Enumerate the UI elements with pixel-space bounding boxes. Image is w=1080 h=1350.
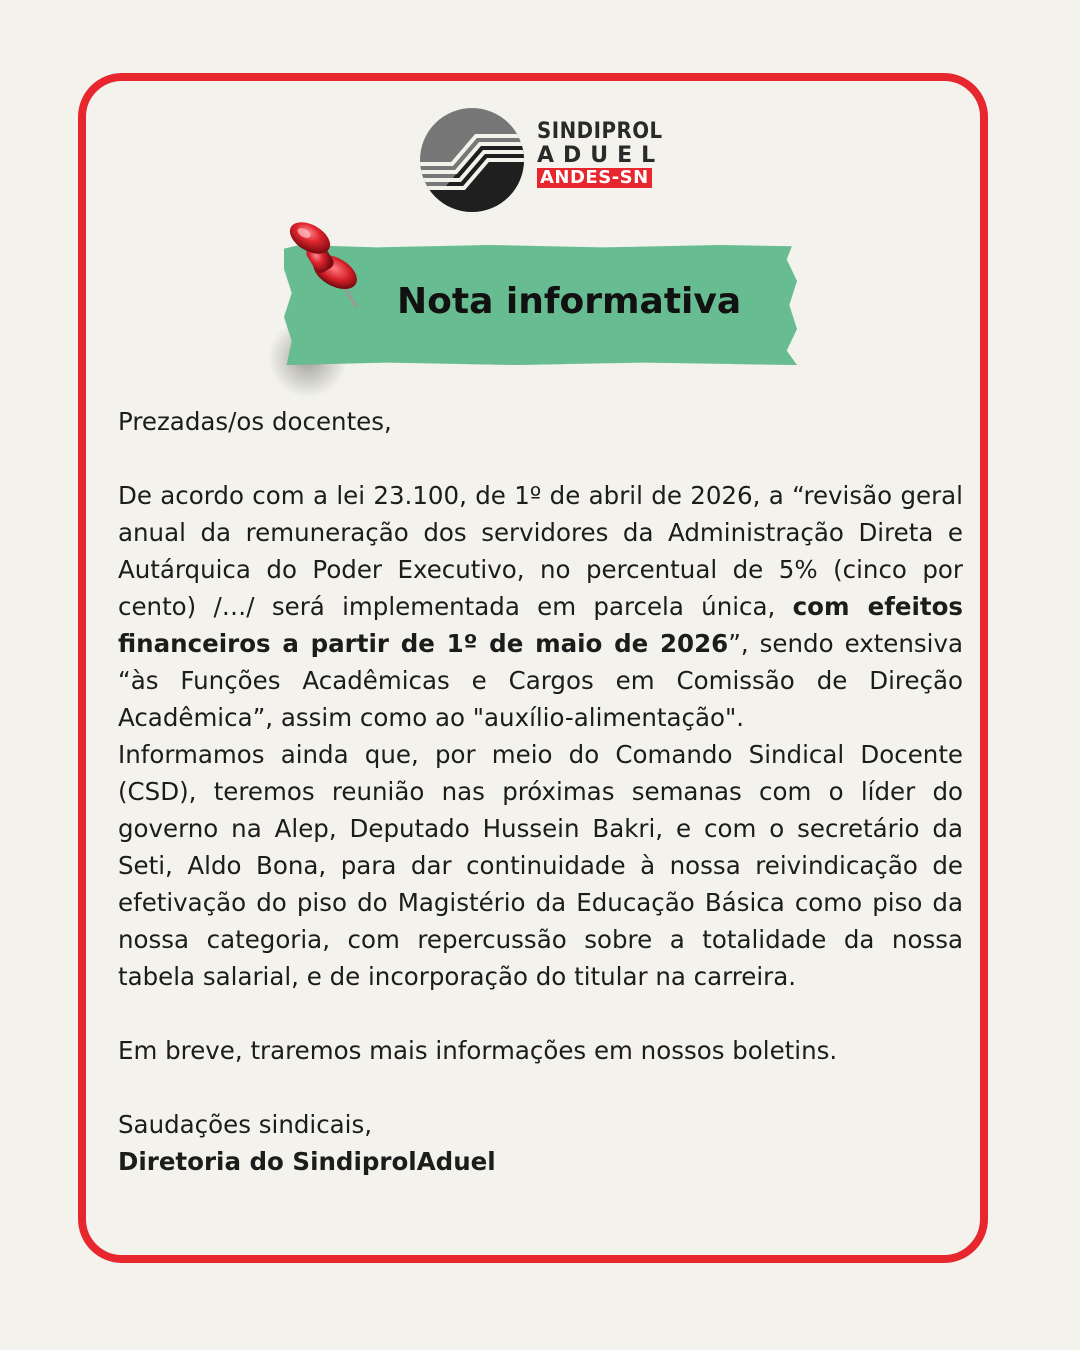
spacer xyxy=(118,1069,963,1106)
banner-title: Nota informativa xyxy=(397,281,742,322)
logo-line-aduel: ADUEL xyxy=(537,143,665,168)
spacer xyxy=(118,995,963,1032)
signature: Diretoria do SindiprolAduel xyxy=(118,1147,496,1176)
logo-line-andes-sn: ANDES-SN xyxy=(537,168,652,188)
paragraph-3: Em breve, traremos mais informações em nossos boletins. xyxy=(118,1036,838,1065)
sindiprol-logo xyxy=(418,106,668,218)
greeting: Prezadas/os docentes, xyxy=(118,407,392,436)
push-pin-icon xyxy=(280,218,380,314)
spacer xyxy=(118,440,963,477)
paragraph-1-start: De acordo com a lei 23.100, de 1º de abril de 2026, a “revisão geral anual da remuneração dos servidores da Administração Direta e Autárquica do Poder Executivo, no percentual de 5% (cinco por cento) /…/ será implementada em parcela única, xyxy=(118,481,963,621)
paragraph-1-bold: com efeitos financeiros a partir de 1º de maio de 2026 xyxy=(118,592,963,658)
logo-line-sindiprol: SINDIPROL xyxy=(537,119,663,144)
title-banner xyxy=(262,218,822,398)
sindiprol-logo-mark-icon xyxy=(418,106,526,214)
closing: Saudações sindicais, xyxy=(118,1110,373,1139)
paragraph-1 xyxy=(118,477,963,736)
notice-body xyxy=(118,403,963,1180)
paragraph-2: Informamos ainda que, por meio do Comando Sindical Docente (CSD), teremos reunião nas próximas semanas com o líder do governo na Alep, Deputado Hussein Bakri, e com o secretário da Seti, Aldo Bona, para dar continuidade à nossa reivindicação de efetivação do piso do Magistério da Educação Básica como piso da nossa categoria, com repercussão sobre a totalidade da nossa tabela salarial, e de incorporação do titular na carreira. xyxy=(118,740,963,991)
paragraph-1-end: ”, sendo extensiva “às Funções Acadêmicas e Cargos em Comissão de Direção Acadêmica”, assim como ao "auxílio-alimentação". xyxy=(118,629,963,732)
logo-text xyxy=(537,119,665,188)
